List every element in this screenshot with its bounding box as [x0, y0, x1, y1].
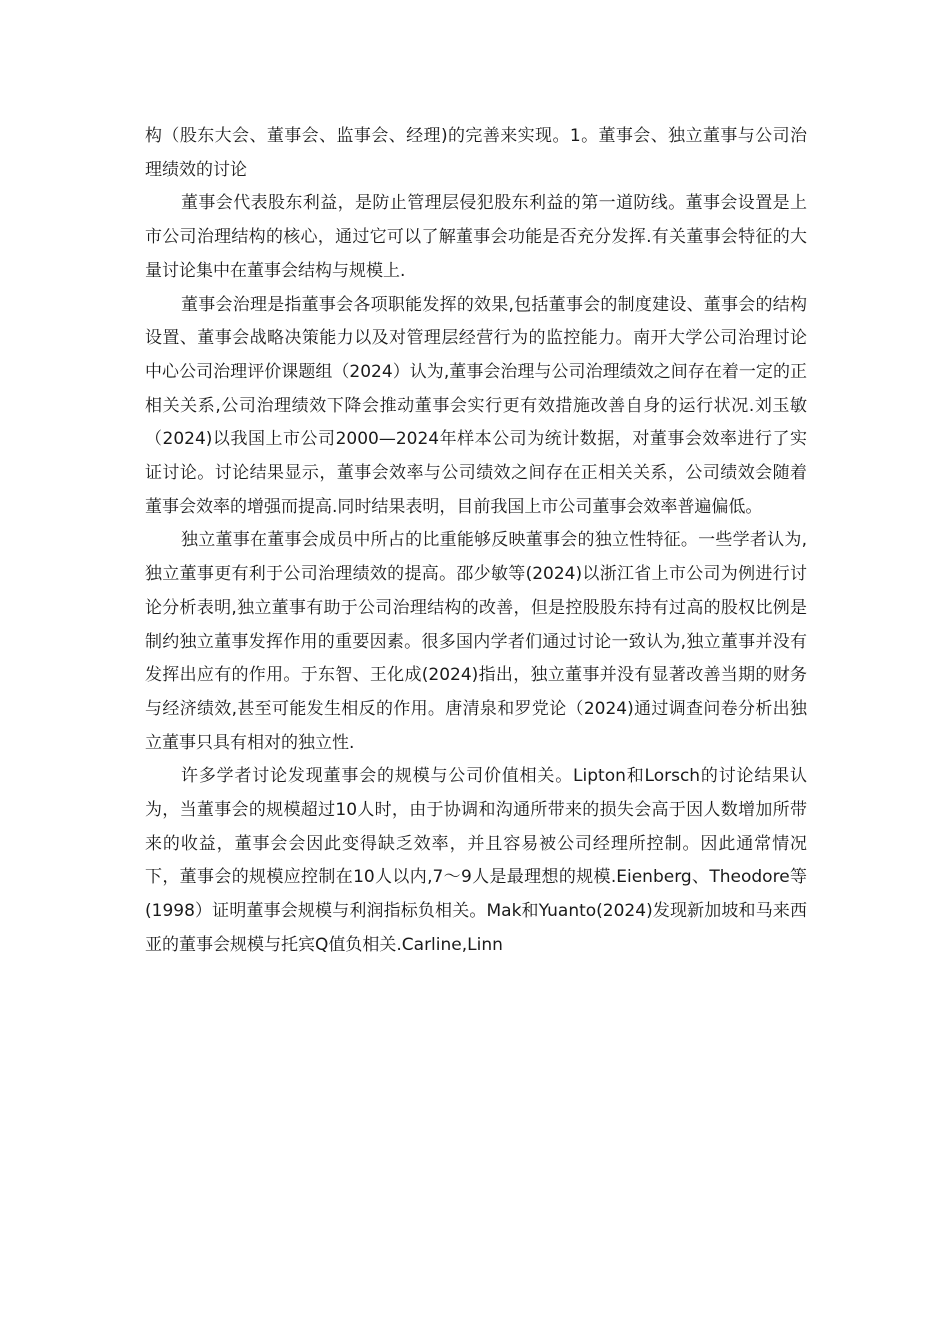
- paragraph-board-defense: 董事会代表股东利益，是防止管理层侵犯股东利益的第一道防线。董事会设置是上市公司治理结构的核心，通过它可以了解董事会功能是否充分发挥.有关董事会特征的大量讨论集中在董事会结构与规模上.: [145, 193, 807, 281]
- document-page: [145, 120, 807, 963]
- paragraph-independent-directors: 独立董事在董事会成员中所占的比重能够反映董事会的独立性特征。一些学者认为,独立董事更有利于公司治理绩效的提高。邵少敏等(2024)以浙江省上市公司为例进行讨论分析表明,独立董事有助于公司治理结构的改善，但是控股股东持有过高的股权比例是制约独立董事发挥作用的重要因素。很多国内学者们通过讨论一致认为,独立董事并没有发挥出应有的作用。于东智、王化成(2024)指出，独立董事并没有显著改善当期的财务与经济绩效,甚至可能发生相反的作用。唐清泉和罗党论（2024)通过调查问卷分析出独立董事只具有相对的独立性.: [145, 530, 807, 753]
- paragraph-continuation: 构（股东大会、董事会、监事会、经理)的完善来实现。1。董事会、独立董事与公司治理绩效的讨论: [145, 126, 807, 180]
- paragraph-board-governance: 董事会治理是指董事会各项职能发挥的效果,包括董事会的制度建设、董事会的结构设置、董事会战略决策能力以及对管理层经营行为的监控能力。南开大学公司治理讨论中心公司治理评价课题组（2024）认为,董事会治理与公司治理绩效之间存在着一定的正相关关系,公司治理绩效下降会推动董事会实行更有效措施改善自身的运行状况.刘玉敏（2024)以我国上市公司2000—2024年样本公司为统计数据，对董事会效率进行了实证讨论。讨论结果显示，董事会效率与公司绩效之间存在正相关关系，公司绩效会随着董事会效率的增强而提高.同时结果表明，目前我国上市公司董事会效率普遍偏低。: [145, 294, 807, 517]
- paragraph-board-size: 许多学者讨论发现董事会的规模与公司价值相关。Lipton和Lorsch的讨论结果认为，当董事会的规模超过10人时，由于协调和沟通所带来的损失会高于因人数增加所带来的收益，董事会会因此变得缺乏效率，并且容易被公司经理所控制。因此通常情况下，董事会的规模应控制在10人以内,7～9人是最理想的规模.Eienberg、Theodore等(1998）证明董事会规模与利润指标负相关。Mak和Yuanto(2024)发现新加坡和马来西亚的董事会规模与托宾Q值负相关.Carline,Linn: [145, 766, 807, 955]
